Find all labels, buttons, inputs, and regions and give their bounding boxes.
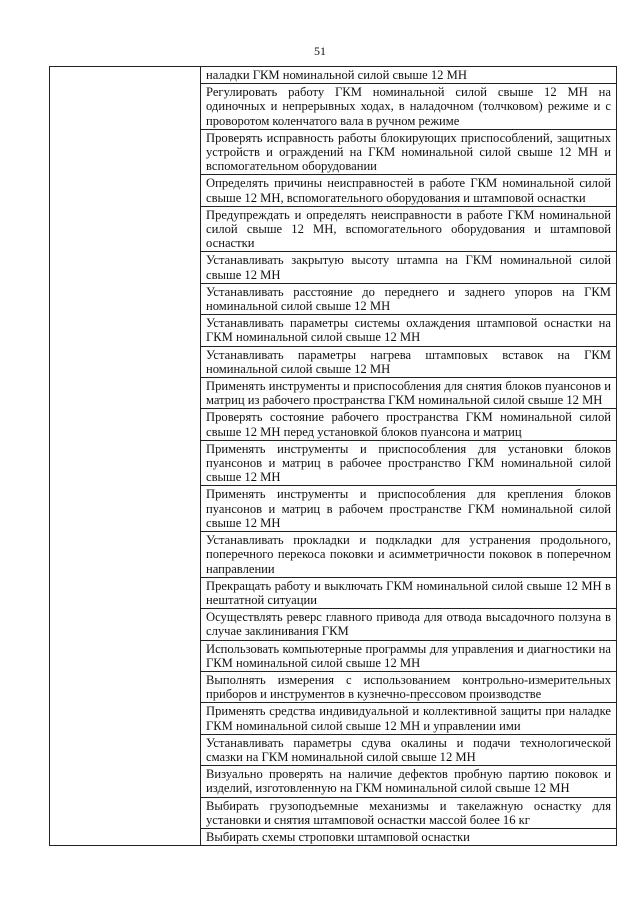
skill-row-6: Устанавливать закрытую высоту штампа на ГКМ номинальной силой свыше 12 МН <box>201 251 616 282</box>
skill-row-14: Устанавливать прокладки и подкладки для устранения продольного, поперечного перекоса поковки и асимметричности поковок в поперечном направлении <box>201 531 616 577</box>
skill-row-19: Применять средства индивидуальной и коллективной защиты при наладке ГКМ номинальной силой свыше 12 МН и управлении ими <box>201 702 616 733</box>
skill-row-9: Устанавливать параметры нагрева штамповых вставок на ГКМ номинальной силой свыше 12 МН <box>201 346 616 377</box>
skill-row-2: Регулировать работу ГКМ номинальной силой свыше 12 МН на одиночных и непрерывных ходах, в наладочном (толчковом) режиме и с проворотом коленчатого вала в ручном режиме <box>201 83 616 129</box>
skill-row-4: Определять причины неисправностей в работе ГКМ номинальной силой свыше 12 МН, вспомогательного оборудования и штамповой оснастки <box>201 174 616 205</box>
skill-row-22: Выбирать грузоподъемные механизмы и такелажную оснастку для установки и снятия штамповой оснастки массой более 16 кг <box>201 797 616 828</box>
skill-row-15: Прекращать работу и выключать ГКМ номинальной силой свыше 12 МН в нештатной ситуации <box>201 577 616 608</box>
page-number: 51 <box>314 44 326 58</box>
skill-row-23: Выбирать схемы строповки штамповой оснастки <box>201 828 616 845</box>
skill-row-3: Проверять исправность работы блокирующих приспособлений, защитных устройств и ограждений на ГКМ номинальной силой свыше 12 МН и вспомогательном оборудовании <box>201 129 616 175</box>
skills-table <box>49 66 617 846</box>
skills-cell <box>201 67 617 846</box>
skill-row-5: Предупреждать и определять неисправности в работе ГКМ номинальной силой свыше 12 МН, вспомогательного оборудования и штамповой оснастки <box>201 206 616 252</box>
skill-row-21: Визуально проверять на наличие дефектов пробную партию поковок и изделий, изготовленную на ГКМ номинальной силой свыше 12 МН <box>201 765 616 796</box>
skill-row-8: Устанавливать параметры системы охлаждения штамповой оснастки на ГКМ номинальной силой свыше 12 МН <box>201 314 616 345</box>
skill-row-18: Выполнять измерения с использованием контрольно-измерительных приборов и инструментов в кузнечно-прессовом производстве <box>201 671 616 702</box>
skill-row-20: Устанавливать параметры сдува окалины и подачи технологической смазки на ГКМ номинальной силой свыше 12 МН <box>201 734 616 765</box>
skill-row-17: Использовать компьютерные программы для управления и диагностики на ГКМ номинальной силой свыше 12 МН <box>201 640 616 671</box>
skill-row-11: Проверять состояние рабочего пространства ГКМ номинальной силой свыше 12 МН перед установкой блоков пуансона и матриц <box>201 408 616 439</box>
skill-row-1: наладки ГКМ номинальной силой свыше 12 МН <box>206 68 467 82</box>
skill-row-12: Применять инструменты и приспособления для установки блоков пуансонов и матриц в рабочее пространство ГКМ номинальной силой свыше 12 МН <box>201 440 616 486</box>
empty-left-cell <box>50 67 201 846</box>
skill-row-7: Устанавливать расстояние до переднего и заднего упоров на ГКМ номинальной силой свыше 12 МН <box>201 283 616 314</box>
skill-row-16: Осуществлять реверс главного привода для отвода высадочного ползуна в случае заклинивания ГКМ <box>201 608 616 639</box>
skill-row-13: Применять инструменты и приспособления для крепления блоков пуансонов и матриц в рабочем пространстве ГКМ номинальной силой свыше 12 МН <box>201 485 616 531</box>
table-row <box>50 67 617 846</box>
skill-row-10: Применять инструменты и приспособления для снятия блоков пуансонов и матриц из рабочего пространства ГКМ номинальной силой свыше 12 МН <box>201 377 616 408</box>
